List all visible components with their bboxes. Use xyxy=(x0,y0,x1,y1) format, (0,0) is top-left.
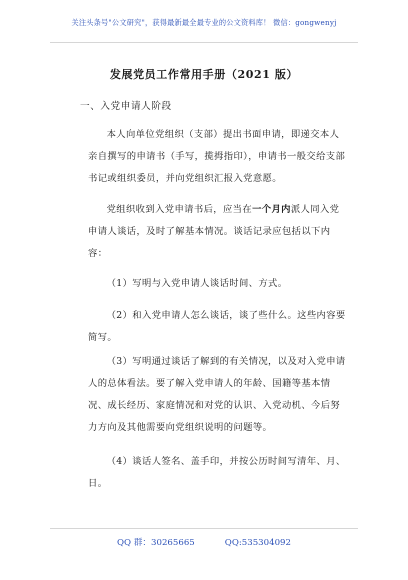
list-item-3: （3）写明通过谈话了解到的有关情况，以及对入党申请人的总体看法。要了解入党申请人的年龄、国籍等基本情况、成长经历、家庭情况和对党的认识、入党动机、今后努力方向及其他需要向党组织说明的问题等。 xyxy=(88,356,346,433)
paragraph-interview-before: 党组织收到入党申请书后，应当在 xyxy=(106,204,253,215)
header-divider xyxy=(50,42,358,43)
page-header-note: 关注头条号"公文研究"，获得最新最全最专业的公文资料库！ 微信：gongwenyj xyxy=(71,18,337,27)
footer-qq: QQ:535304092 xyxy=(224,538,291,548)
document-title: 发展党员工作常用手册（2021 版） xyxy=(109,68,299,81)
paragraph-interview-after: 派人同入党申请人谈话，及时了解基本情况。谈话记录应包括以下内容： xyxy=(88,204,340,259)
paragraph-interview xyxy=(88,199,348,265)
footer-divider xyxy=(50,528,358,529)
page-footer xyxy=(0,536,408,548)
section-heading: 一、入党申请人阶段 xyxy=(80,101,172,112)
list-item-1: （1）写明与入党申请人谈话时间、方式。 xyxy=(106,278,288,289)
footer-qq-group: QQ 群：30265665 xyxy=(117,538,195,548)
list-item-4: （4）谈话人签名、盖手印，并按公历时间写清年、月、日。 xyxy=(88,456,346,489)
list-item-2: （2）和入党申请人怎么谈话，谈了些什么。这些内容要简写。 xyxy=(88,310,346,343)
paragraph-interview-deadline: 一个月内 xyxy=(252,204,291,215)
paragraph-application: 本人向单位党组织（支部）提出书面申请，即递交本人亲自撰写的申请书（手写，揽拇指印），申请书一般交给支部书记或组织委员，并向党组织汇报入党意愿。 xyxy=(88,129,346,184)
